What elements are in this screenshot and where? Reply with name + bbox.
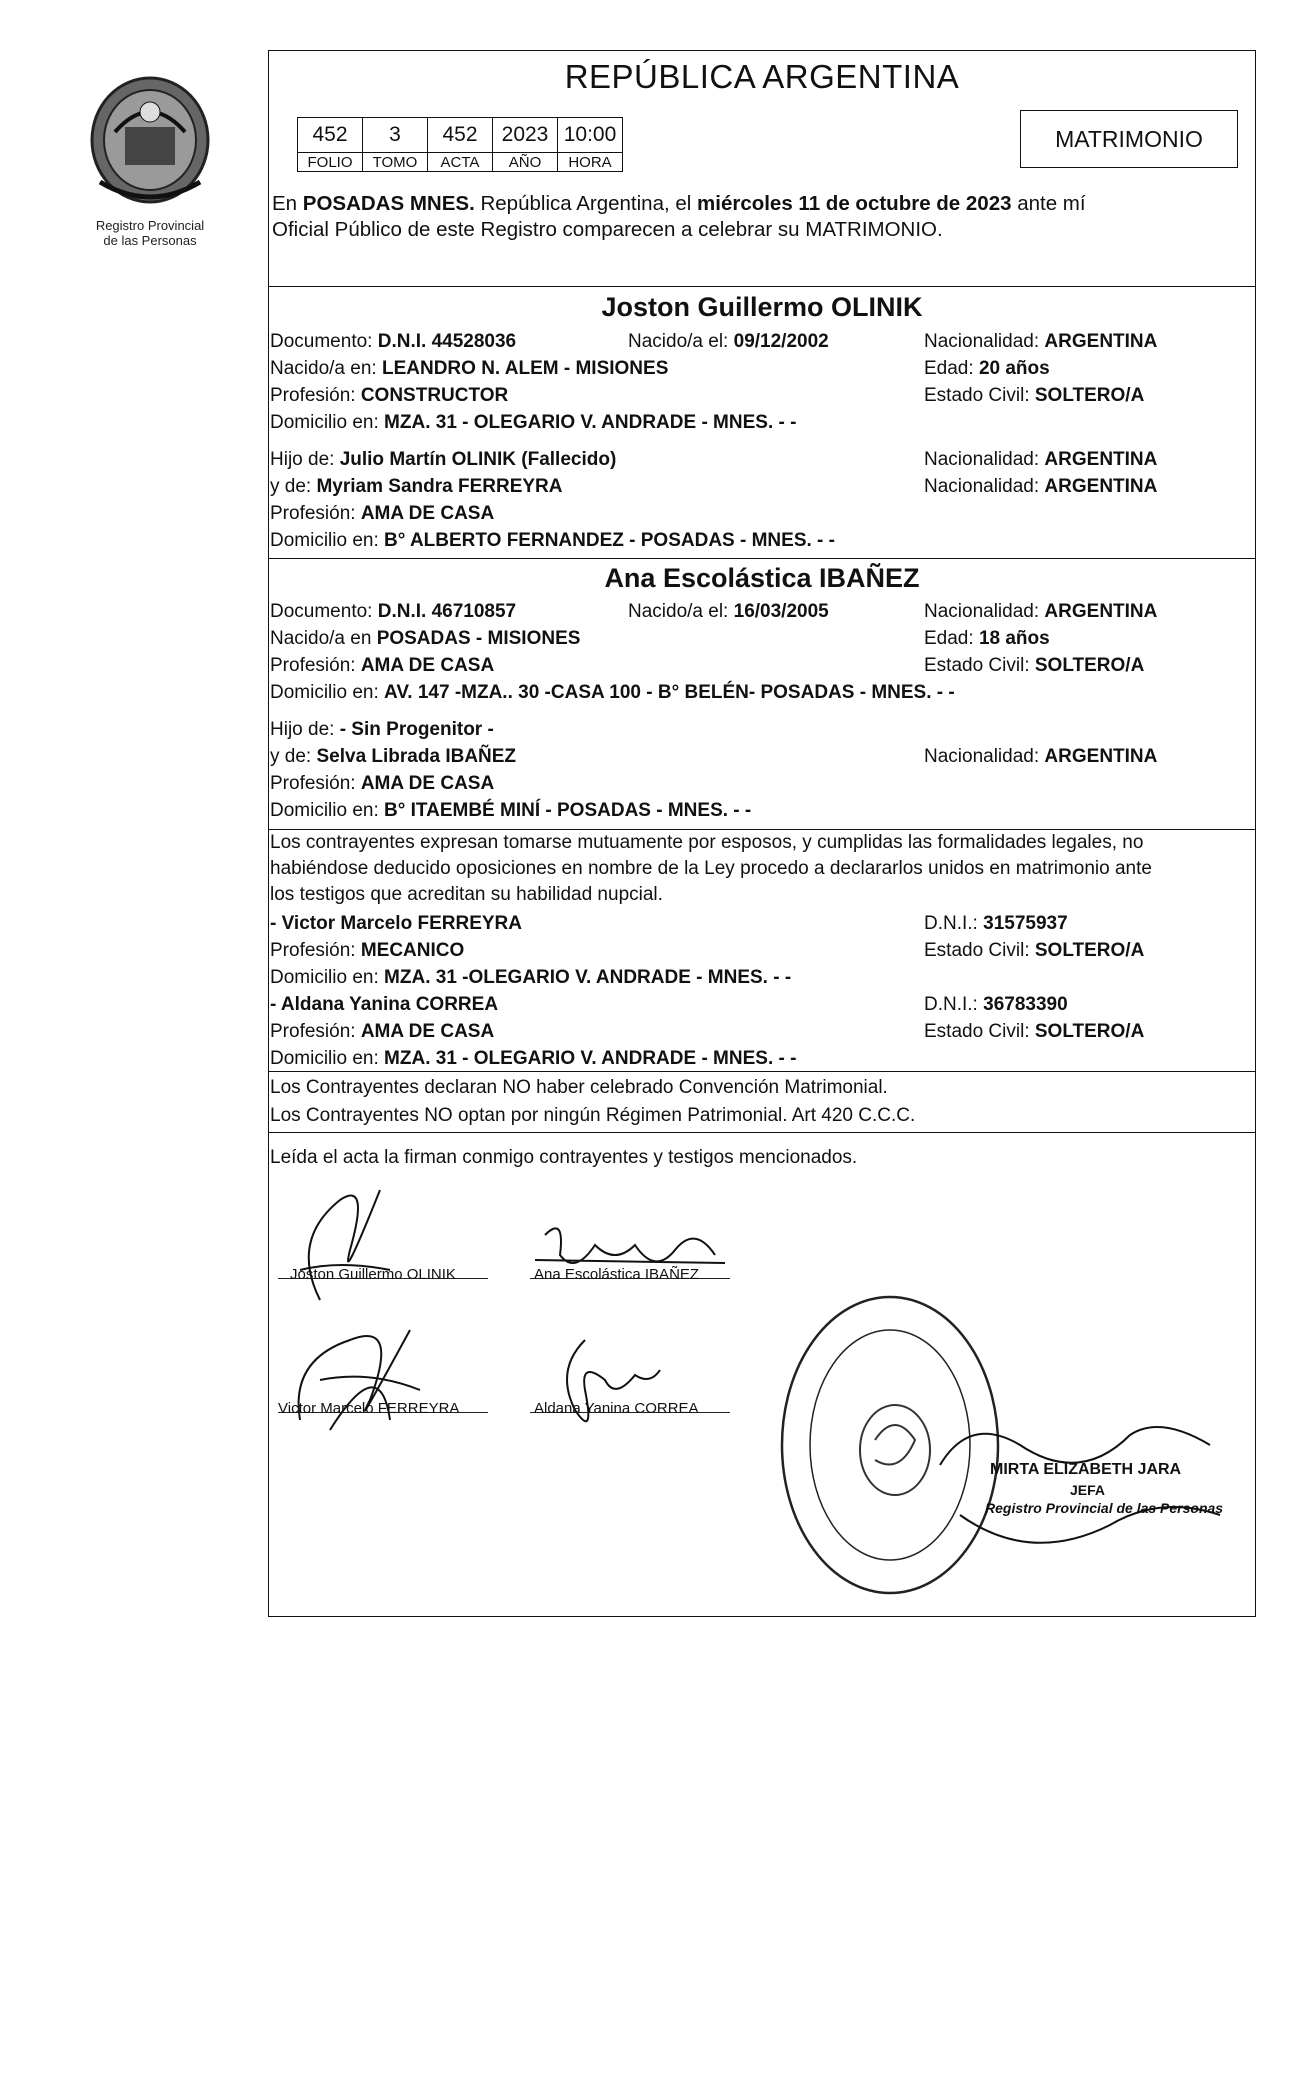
spouse1-age — [924, 357, 1050, 381]
spouse2-civil — [924, 654, 1144, 678]
signature-4-icon — [555, 1330, 665, 1440]
spouse2-doc — [270, 600, 516, 624]
value: ARGENTINA — [1044, 746, 1158, 767]
value: Julio Martín OLINIK (Fallecido) — [339, 449, 617, 470]
label: Nacionalidad: — [924, 601, 1045, 622]
label: Edad: — [924, 358, 979, 379]
witness1-civil — [924, 939, 1144, 963]
signature-3-icon — [290, 1320, 430, 1440]
value: Myriam Sandra FERREYRA — [316, 476, 563, 497]
spouse2-dom — [270, 681, 955, 705]
declaration-line3: los testigos que acreditan su habilidad nupcial. — [270, 884, 663, 905]
witness1-name — [270, 912, 522, 936]
witness1-dom — [270, 966, 791, 990]
value: 18 años — [978, 628, 1050, 649]
spouse2-mother — [270, 745, 516, 769]
acta-value: 452 — [428, 118, 493, 153]
spouse1-born-in — [270, 357, 668, 381]
label: Nacionalidad: — [924, 746, 1045, 767]
label: Estado Civil: — [924, 655, 1035, 676]
spouse1-civil — [924, 384, 1144, 408]
divider — [268, 1071, 1256, 1072]
value: - Sin Progenitor - — [339, 719, 494, 740]
spouse1-mother-nat — [924, 475, 1157, 499]
spouse2-parent-dom — [270, 799, 751, 823]
logo-caption — [70, 218, 230, 248]
value: ARGENTINA — [1044, 601, 1158, 622]
convention-line2: Los Contrayentes NO optan por ningún Régimen Patrimonial. Art 420 C.C.C. — [270, 1105, 916, 1126]
spouse2-father — [270, 718, 494, 742]
spouse1-name: Joston Guillermo OLINIK — [601, 292, 923, 322]
label: Profesión: — [270, 940, 361, 961]
tomo-label: TOMO — [363, 153, 428, 172]
value: AV. 147 -MZA.. 30 -CASA 100 - B° BELÉN- POSADAS - MNES. - - — [384, 682, 955, 703]
label: Profesión: — [270, 655, 361, 676]
label: D.N.I.: — [924, 994, 984, 1015]
spouse2-prof — [270, 654, 494, 678]
intro-place: POSADAS MNES. — [302, 192, 475, 215]
value: - Aldana Yanina CORREA — [270, 994, 499, 1015]
intro-suffix: ante mí — [1011, 192, 1086, 215]
spouse2-born — [628, 600, 829, 624]
value: - Victor Marcelo FERREYRA — [270, 913, 522, 934]
spouse1-mother — [270, 475, 563, 499]
value: MZA. 31 - OLEGARIO V. ANDRADE - MNES. - - — [384, 1048, 797, 1069]
intro-date: miércoles 11 de octubre de 2023 — [697, 192, 1012, 215]
signature-2-label: Ana Escolástica IBAÑEZ — [534, 1266, 700, 1283]
spouse2-nat — [924, 600, 1157, 624]
record-table — [297, 117, 623, 172]
label: Edad: — [924, 628, 979, 649]
page-title: REPÚBLICA ARGENTINA — [564, 58, 960, 95]
spouse1-born — [628, 330, 829, 354]
declaration-line1: Los contrayentes expresan tomarse mutuamente por esposos, y cumplidas las formalidades legales, no — [270, 832, 1144, 853]
intro-mid: República Argentina, el — [474, 192, 698, 215]
value: MZA. 31 -OLEGARIO V. ANDRADE - MNES. - - — [384, 967, 792, 988]
label: Nacido/a el: — [628, 331, 734, 352]
label: Nacido/a en — [270, 628, 377, 649]
value: ARGENTINA — [1044, 449, 1158, 470]
value: 16/03/2005 — [733, 601, 829, 622]
anio-value: 2023 — [493, 118, 558, 153]
value: SOLTERO/A — [1034, 385, 1145, 406]
acta-label: ACTA — [428, 153, 493, 172]
value: SOLTERO/A — [1034, 1021, 1145, 1042]
official-name: MIRTA ELIZABETH JARA — [990, 1461, 1182, 1478]
folio-value: 452 — [298, 118, 363, 153]
spouse1-dom — [270, 411, 796, 435]
witness2-civil — [924, 1020, 1144, 1044]
official-org: Registro Provincial de las Personas — [985, 1500, 1224, 1516]
spouse1-doc — [270, 330, 516, 354]
signature-1-icon — [280, 1180, 400, 1310]
label: Nacionalidad: — [924, 449, 1045, 470]
hora-label: HORA — [558, 153, 623, 172]
signature-1-label: Joston Guillermo OLINIK — [290, 1266, 456, 1283]
spouse2-age — [924, 627, 1050, 651]
spouse2-born-in — [270, 627, 580, 651]
value: LEANDRO N. ALEM - MISIONES — [381, 358, 669, 379]
label: Domicilio en: — [270, 1048, 385, 1069]
label: Estado Civil: — [924, 385, 1035, 406]
label: Profesión: — [270, 1021, 361, 1042]
value: B° ALBERTO FERNANDEZ - POSADAS - MNES. - - — [384, 530, 835, 551]
hora-value: 10:00 — [558, 118, 623, 153]
spouse1-parent-prof — [270, 502, 494, 526]
signature-4-label: Aldana Yanina CORREA — [534, 1400, 699, 1417]
declaration-line2: habiéndose deducido oposiciones en nombre de la Ley procedo a declararlos unidos en matrimonio ante — [270, 858, 1152, 879]
witness2-prof — [270, 1020, 494, 1044]
intro-line2: Oficial Público de este Registro comparecen a celebrar su MATRIMONIO. — [272, 218, 943, 241]
label: Hijo de: — [270, 449, 340, 470]
label: y de: — [270, 476, 317, 497]
label: Domicilio en: — [270, 967, 385, 988]
value: 09/12/2002 — [733, 331, 829, 352]
value: ARGENTINA — [1044, 476, 1158, 497]
label: Domicilio en: — [270, 682, 385, 703]
value: 36783390 — [983, 994, 1068, 1015]
label: y de: — [270, 746, 317, 767]
label: Nacido/a en: — [270, 358, 382, 379]
spouse2-mother-nat — [924, 745, 1157, 769]
label: Documento: — [270, 331, 378, 352]
label: Domicilio en: — [270, 530, 385, 551]
witness1-dni — [924, 912, 1068, 936]
value: AMA DE CASA — [360, 655, 495, 676]
spouse2-name: Ana Escolástica IBAÑEZ — [604, 563, 920, 593]
witness1-prof — [270, 939, 464, 963]
label: Domicilio en: — [270, 800, 385, 821]
closing-text: Leída el acta la firman conmigo contrayentes y testigos mencionados. — [270, 1147, 858, 1168]
spouse1-nat — [924, 330, 1157, 354]
value: MECANICO — [360, 940, 465, 961]
spouse1-parent-dom — [270, 529, 835, 553]
spouse1-prof — [270, 384, 508, 408]
divider — [268, 558, 1256, 559]
logo-caption-line2: de las Personas — [103, 233, 197, 248]
value: 31575937 — [983, 913, 1068, 934]
witness2-dom — [270, 1047, 796, 1071]
label: Domicilio en: — [270, 412, 385, 433]
tomo-value: 3 — [363, 118, 428, 153]
value: B° ITAEMBÉ MINÍ - POSADAS - MNES. - - — [384, 800, 752, 821]
witness2-dni — [924, 993, 1068, 1017]
value: AMA DE CASA — [360, 773, 495, 794]
witness2-name — [270, 993, 498, 1017]
label: Estado Civil: — [924, 1021, 1035, 1042]
divider — [268, 829, 1256, 830]
value: CONSTRUCTOR — [360, 385, 509, 406]
spouse2-parent-prof — [270, 772, 494, 796]
value: 20 años — [978, 358, 1050, 379]
value: D.N.I. 44528036 — [377, 331, 517, 352]
folio-label: FOLIO — [298, 153, 363, 172]
value: SOLTERO/A — [1034, 940, 1145, 961]
value: POSADAS - MISIONES — [376, 628, 581, 649]
value: D.N.I. 46710857 — [377, 601, 517, 622]
value: MZA. 31 - OLEGARIO V. ANDRADE - MNES. - - — [384, 412, 797, 433]
spouse1-father-nat — [924, 448, 1157, 472]
label: Nacionalidad: — [924, 476, 1045, 497]
convention-line1: Los Contrayentes declaran NO haber celebrado Convención Matrimonial. — [270, 1077, 888, 1098]
label: Nacido/a el: — [628, 601, 734, 622]
value: SOLTERO/A — [1034, 655, 1145, 676]
label: D.N.I.: — [924, 913, 984, 934]
anio-label: AÑO — [493, 153, 558, 172]
label: Documento: — [270, 601, 378, 622]
intro-prefix: En — [272, 192, 303, 215]
signature-3-label: Victor Marcelo FERREYRA — [278, 1400, 460, 1417]
label: Profesión: — [270, 503, 361, 524]
value: ARGENTINA — [1044, 331, 1158, 352]
label: Estado Civil: — [924, 940, 1035, 961]
value: AMA DE CASA — [360, 1021, 495, 1042]
intro-line1 — [272, 192, 1086, 216]
divider — [268, 286, 1256, 287]
act-type-box: MATRIMONIO — [1020, 110, 1238, 168]
value: Selva Librada IBAÑEZ — [316, 746, 517, 767]
label: Profesión: — [270, 773, 361, 794]
divider — [268, 1132, 1256, 1133]
spouse1-father — [270, 448, 616, 472]
label: Nacionalidad: — [924, 331, 1045, 352]
label: Hijo de: — [270, 719, 340, 740]
label: Profesión: — [270, 385, 361, 406]
value: AMA DE CASA — [360, 503, 495, 524]
official-role: JEFA — [1070, 1482, 1106, 1498]
logo-caption-line1: Registro Provincial — [95, 218, 205, 233]
